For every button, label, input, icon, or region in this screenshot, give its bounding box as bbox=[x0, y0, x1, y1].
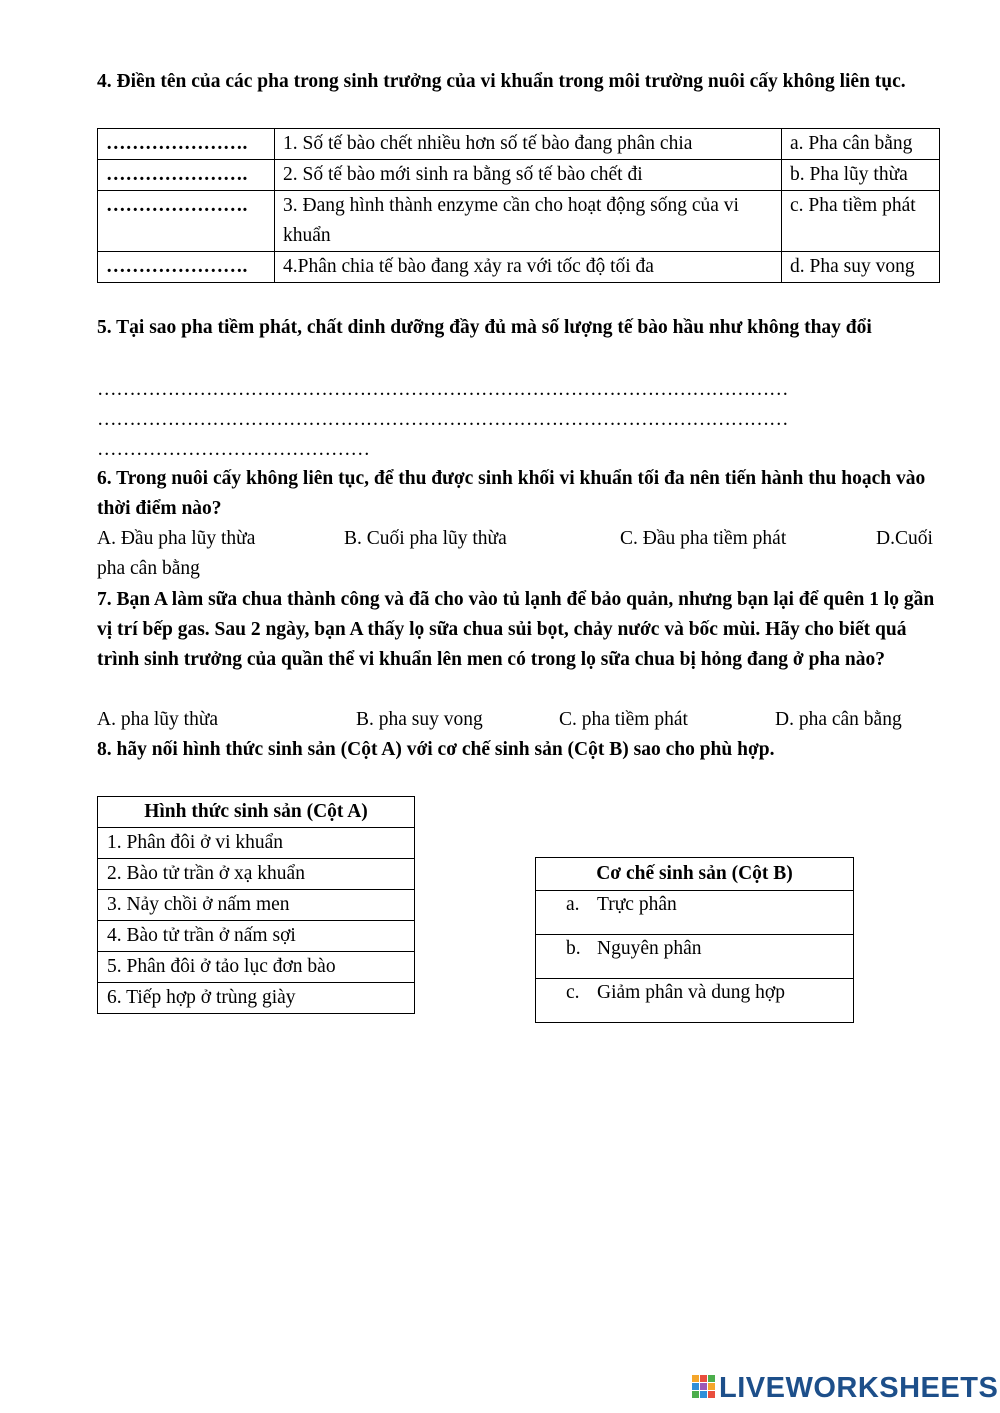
column-b-table bbox=[535, 857, 854, 1023]
option-a[interactable]: A. pha lũy thừa bbox=[97, 709, 219, 730]
table-row bbox=[536, 891, 854, 935]
description-cell: 4.Phân chia tế bào đang xảy ra với tốc độ tối đa bbox=[275, 252, 782, 283]
table-row bbox=[98, 859, 415, 890]
table-row bbox=[98, 160, 940, 191]
column-b-header: Cơ chế sinh sản (Cột B) bbox=[536, 858, 854, 891]
q7-title: 7. Bạn A làm sữa chua thành công và đã cho vào tủ lạnh để bảo quản, nhưng bạn lại để quên 1 lọ gần vị trí bếp gas. Sau 2 ngày, bạn A thấy lọ sữa chua sủi bọt, chảy nước và bốc mùi. Hãy cho biết quá trình sinh trưởng của quần thể vi khuẩn lên men có trong lọ sữa chua bị hỏng đang ở pha nào? bbox=[97, 589, 935, 670]
description-cell: 3. Đang hình thành enzyme cần cho hoạt động sống của vi khuẩn bbox=[275, 191, 782, 252]
column-b-item[interactable] bbox=[536, 979, 854, 1023]
description-cell: 2. Số tế bào mới sinh ra bằng số tế bào chết đi bbox=[275, 160, 782, 191]
phase-cell: a. Pha cân bằng bbox=[782, 129, 940, 160]
answer-line[interactable]: …………………………………… bbox=[97, 439, 370, 460]
phase-cell: b. Pha lũy thừa bbox=[782, 160, 940, 191]
column-b-item[interactable] bbox=[536, 891, 854, 935]
table-row bbox=[98, 191, 940, 252]
column-a-header: Hình thức sinh sản (Cột A) bbox=[98, 797, 415, 828]
item-letter: c. bbox=[566, 982, 580, 1003]
q8-title: 8. hãy nối hình thức sinh sản (Cột A) với cơ chế sinh sản (Cột B) sao cho phù hợp. bbox=[97, 739, 775, 760]
item-text: Trực phân bbox=[597, 894, 677, 915]
column-b-item[interactable] bbox=[536, 935, 854, 979]
table-row bbox=[98, 921, 415, 952]
table-row bbox=[536, 979, 854, 1023]
table-row bbox=[98, 828, 415, 859]
column-a-item[interactable]: 5. Phân đôi ở tảo lục đơn bào bbox=[98, 952, 415, 983]
q4-table bbox=[97, 128, 940, 283]
column-a-table bbox=[97, 796, 415, 1014]
option-c[interactable]: C. pha tiềm phát bbox=[559, 709, 688, 730]
table-row bbox=[98, 129, 940, 160]
q6-title: 6. Trong nuôi cấy không liên tục, để thu được sinh khối vi khuẩn tối đa nên tiến hành thu hoạch vào thời điểm nào? bbox=[97, 468, 926, 519]
table-row bbox=[98, 952, 415, 983]
column-a-item[interactable]: 2. Bào tử trần ở xạ khuẩn bbox=[98, 859, 415, 890]
table-row bbox=[98, 252, 940, 283]
option-a[interactable]: A. Đầu pha lũy thừa bbox=[97, 528, 256, 549]
table-row bbox=[98, 983, 415, 1014]
item-letter: a. bbox=[566, 894, 580, 915]
option-c[interactable]: C. Đầu pha tiềm phát bbox=[620, 528, 787, 549]
brand-name: LIVEWORKSHEETS bbox=[719, 1372, 999, 1404]
table-row bbox=[98, 890, 415, 921]
option-d[interactable]: D.Cuối bbox=[876, 528, 933, 549]
answer-line[interactable]: ……………………………………………………………………………………………… bbox=[97, 409, 789, 430]
column-a-item[interactable]: 1. Phân đôi ở vi khuẩn bbox=[98, 828, 415, 859]
answer-blank[interactable]: …………………. bbox=[98, 160, 275, 191]
q5-title: 5. Tại sao pha tiềm phát, chất dinh dưỡng đầy đủ mà số lượng tế bào hầu như không thay đổi bbox=[97, 317, 872, 338]
item-text: Giảm phân và dung hợp bbox=[597, 982, 785, 1003]
item-letter: b. bbox=[566, 938, 581, 959]
item-text: Nguyên phân bbox=[597, 938, 702, 959]
option-b[interactable]: B. Cuối pha lũy thừa bbox=[344, 528, 507, 549]
answer-blank[interactable]: …………………. bbox=[98, 129, 275, 160]
answer-blank[interactable]: …………………. bbox=[98, 252, 275, 283]
option-d[interactable]: D. pha cân bằng bbox=[775, 709, 902, 730]
table-row bbox=[536, 935, 854, 979]
column-a-item[interactable]: 3. Nảy chồi ở nấm men bbox=[98, 890, 415, 921]
q4-title: 4. Điền tên của các pha trong sinh trưởng của vi khuẩn trong môi trường nuôi cấy không liên tục. bbox=[97, 71, 906, 92]
answer-blank[interactable]: …………………. bbox=[98, 191, 275, 252]
description-cell: 1. Số tế bào chết nhiều hơn số tế bào đang phân chia bbox=[275, 129, 782, 160]
option-b[interactable]: B. pha suy vong bbox=[356, 709, 483, 730]
column-a-item[interactable]: 4. Bào tử trần ở nấm sợi bbox=[98, 921, 415, 952]
option-d-continued: pha cân bằng bbox=[97, 558, 200, 579]
phase-cell: c. Pha tiềm phát bbox=[782, 191, 940, 252]
phase-cell: d. Pha suy vong bbox=[782, 252, 940, 283]
liveworksheets-logo-icon bbox=[692, 1374, 716, 1406]
answer-line[interactable]: ……………………………………………………………………………………………… bbox=[97, 379, 789, 400]
column-a-item[interactable]: 6. Tiếp hợp ở trùng giày bbox=[98, 983, 415, 1014]
